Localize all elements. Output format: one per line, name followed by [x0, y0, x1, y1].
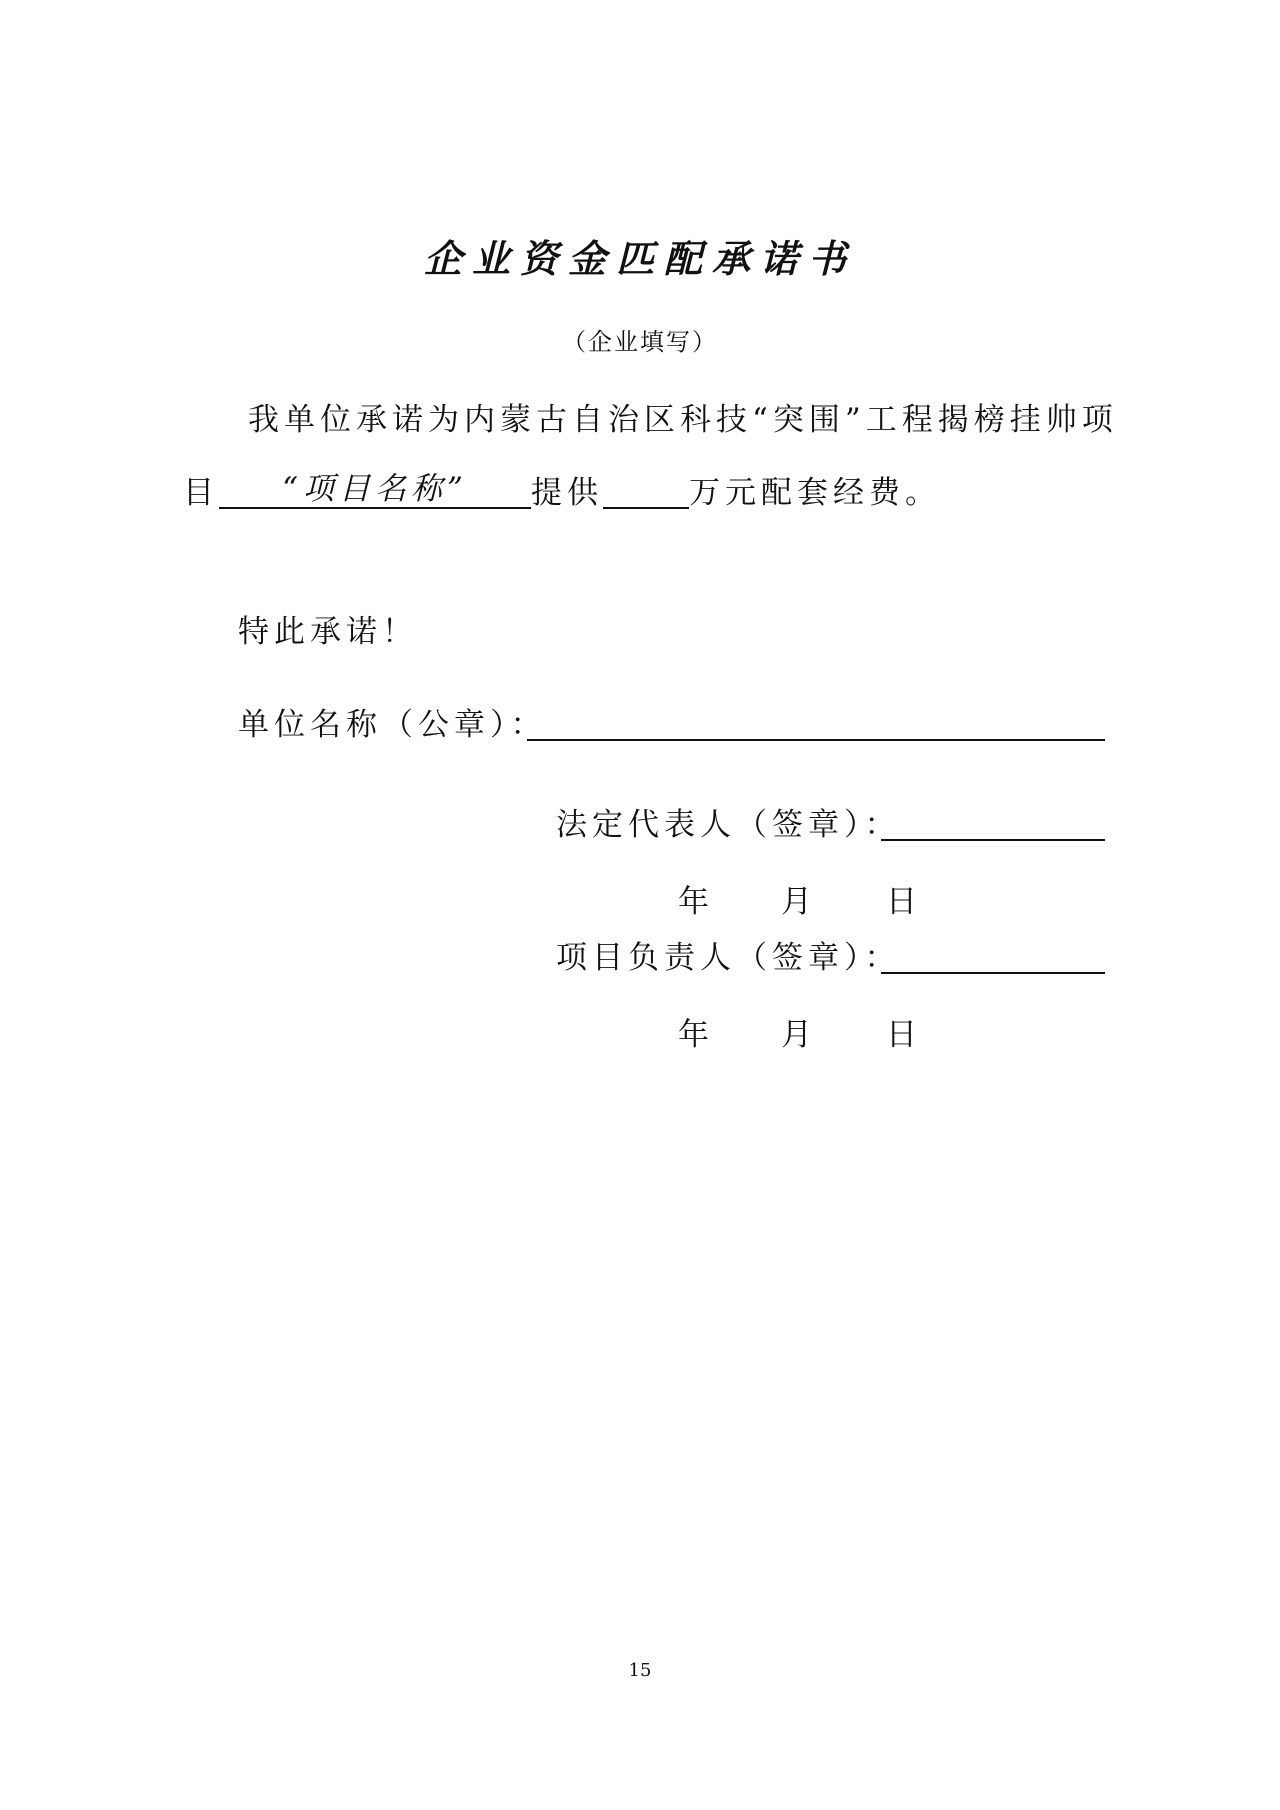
- pledge-text: 特此承诺！: [238, 614, 418, 650]
- line2-middle: 提供: [531, 475, 603, 511]
- project-lead-signature-field[interactable]: [881, 972, 1105, 974]
- date-year-label: 年: [678, 1017, 709, 1053]
- date-month-label: 月: [781, 884, 812, 920]
- date-year-label: 年: [678, 884, 709, 920]
- date-day-label: 日: [886, 884, 917, 920]
- date-month-label: 月: [781, 1017, 812, 1053]
- document-title: 企业资金匹配承诺书: [423, 236, 856, 281]
- document-subtitle: （企业填写）: [562, 328, 718, 356]
- amount-field[interactable]: [603, 474, 689, 509]
- line2-prefix: 目: [183, 475, 219, 511]
- unit-name-field[interactable]: [527, 739, 1105, 741]
- line2-suffix: 万元配套经费。: [689, 475, 941, 511]
- project-lead-label: 项目负责人（签章）：: [556, 940, 901, 976]
- commitment-text-line-1: 我单位承诺为内蒙古自治区科技“突围”工程揭榜挂帅项: [248, 402, 1118, 438]
- legal-representative-label: 法定代表人（签章）：: [556, 807, 901, 843]
- project-name-field[interactable]: “项目名称”: [219, 474, 531, 509]
- unit-name-label: 单位名称（公章）：: [238, 707, 547, 743]
- legal-representative-signature-field[interactable]: [881, 839, 1105, 841]
- commitment-text-line-2: [183, 471, 941, 511]
- date-day-label: 日: [886, 1017, 917, 1053]
- page-number: 15: [628, 1660, 652, 1681]
